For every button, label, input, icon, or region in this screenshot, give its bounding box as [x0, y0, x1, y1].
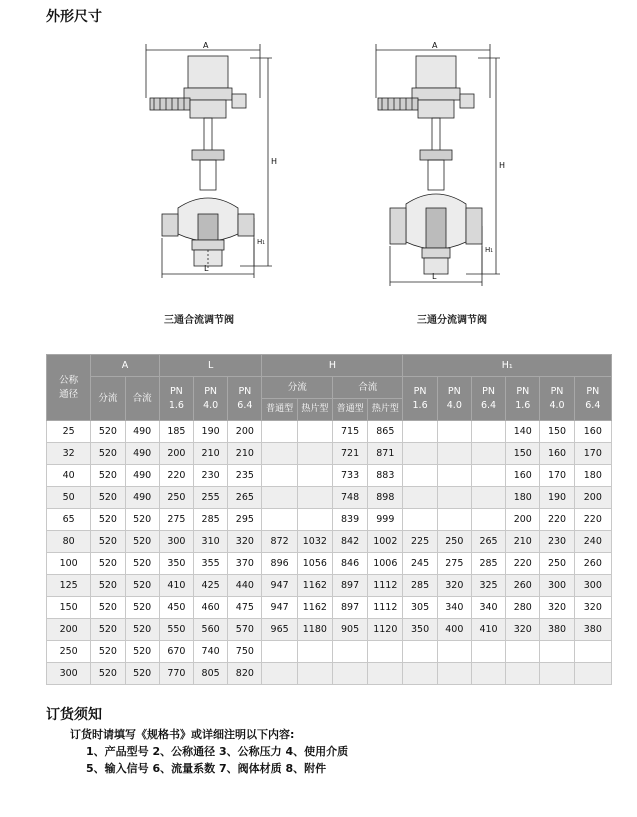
table-cell: 520	[91, 553, 125, 575]
table-row	[47, 575, 612, 597]
table-cell: 715	[332, 421, 367, 443]
table-cell: 200	[47, 619, 91, 641]
header-group-A: A	[91, 355, 159, 377]
table-cell: 150	[47, 597, 91, 619]
table-cell	[332, 663, 367, 685]
table-cell: 240	[574, 531, 611, 553]
header-group-L: L	[159, 355, 262, 377]
dim-label-L: L	[204, 264, 209, 273]
table-cell: 50	[47, 487, 91, 509]
split-valve-drawing	[366, 38, 506, 288]
table-cell: 230	[194, 465, 228, 487]
table-cell: 140	[506, 421, 540, 443]
table-cell: 80	[47, 531, 91, 553]
table-cell: 280	[506, 597, 540, 619]
table-cell: 320	[437, 575, 471, 597]
table-cell: 185	[159, 421, 193, 443]
dimensions-table	[46, 354, 612, 685]
table-cell	[471, 443, 505, 465]
header-L-pn16: PN 1.6	[159, 377, 193, 421]
header-H-merge-normal: 普通型	[332, 399, 367, 421]
table-cell: 560	[194, 619, 228, 641]
table-cell: 490	[125, 487, 159, 509]
table-cell: 842	[332, 531, 367, 553]
table-cell: 520	[91, 421, 125, 443]
table-cell	[262, 443, 297, 465]
table-cell: 160	[506, 465, 540, 487]
table-cell	[403, 663, 437, 685]
table-row	[47, 641, 612, 663]
table-cell: 1112	[368, 597, 403, 619]
table-cell: 200	[574, 487, 611, 509]
table-cell: 300	[574, 575, 611, 597]
dim-label-H1: H₁	[257, 238, 266, 246]
dim-label-L: L	[432, 272, 437, 281]
table-cell	[506, 663, 540, 685]
table-cell: 305	[403, 597, 437, 619]
table-cell: 350	[403, 619, 437, 641]
table-cell: 200	[228, 421, 262, 443]
table-cell: 520	[125, 641, 159, 663]
table-cell	[262, 487, 297, 509]
table-cell: 295	[228, 509, 262, 531]
table-cell: 520	[91, 663, 125, 685]
table-cell	[437, 421, 471, 443]
table-row	[47, 597, 612, 619]
table-cell: 300	[540, 575, 574, 597]
table-cell: 250	[159, 487, 193, 509]
table-cell	[297, 443, 332, 465]
table-cell	[471, 509, 505, 531]
table-cell: 210	[194, 443, 228, 465]
table-cell	[574, 663, 611, 685]
table-cell: 265	[471, 531, 505, 553]
table-cell	[506, 641, 540, 663]
table-row	[47, 531, 612, 553]
dim-label-H: H	[271, 157, 278, 166]
table-cell: 947	[262, 575, 297, 597]
header-H1-pn40-b: PN 4.0	[540, 377, 574, 421]
table-cell: 905	[332, 619, 367, 641]
table-cell: 520	[91, 575, 125, 597]
table-cell: 350	[159, 553, 193, 575]
table-cell: 1032	[297, 531, 332, 553]
table-cell	[540, 641, 574, 663]
table-cell: 490	[125, 465, 159, 487]
table-cell: 150	[506, 443, 540, 465]
table-cell	[262, 509, 297, 531]
table-cell	[297, 421, 332, 443]
table-cell: 896	[262, 553, 297, 575]
table-cell: 275	[159, 509, 193, 531]
table-cell	[471, 487, 505, 509]
table-cell: 190	[540, 487, 574, 509]
table-cell: 210	[506, 531, 540, 553]
table-row	[47, 465, 612, 487]
table-cell: 1162	[297, 597, 332, 619]
header-L-pn40: PN 4.0	[194, 377, 228, 421]
table-cell	[403, 465, 437, 487]
table-cell: 839	[332, 509, 367, 531]
header-A-split: 分流	[91, 377, 125, 421]
table-cell: 25	[47, 421, 91, 443]
table-cell: 370	[228, 553, 262, 575]
table-cell: 200	[159, 443, 193, 465]
table-cell: 410	[159, 575, 193, 597]
table-cell: 220	[506, 553, 540, 575]
table-cell: 897	[332, 597, 367, 619]
table-cell: 380	[574, 619, 611, 641]
table-cell: 520	[125, 531, 159, 553]
table-cell: 285	[194, 509, 228, 531]
table-cell: 520	[125, 663, 159, 685]
table-cell: 355	[194, 553, 228, 575]
table-cell: 450	[159, 597, 193, 619]
table-cell: 490	[125, 421, 159, 443]
table-cell: 750	[228, 641, 262, 663]
header-H1-pn64-b: PN 6.4	[574, 377, 611, 421]
table-cell: 999	[368, 509, 403, 531]
table-cell: 520	[91, 531, 125, 553]
order-line-items-1: 1、产品型号 2、公称通径 3、公称压力 4、使用介质	[86, 745, 349, 758]
header-H1-pn64-a: PN 6.4	[471, 377, 505, 421]
table-cell: 1002	[368, 531, 403, 553]
table-cell: 865	[368, 421, 403, 443]
table-row	[47, 663, 612, 685]
section-title-ordering: 订货须知	[46, 707, 102, 723]
table-cell: 32	[47, 443, 91, 465]
table-cell	[403, 443, 437, 465]
table-cell	[437, 487, 471, 509]
table-cell: 733	[332, 465, 367, 487]
table-cell: 520	[125, 553, 159, 575]
table-cell	[437, 465, 471, 487]
table-cell	[403, 509, 437, 531]
table-cell: 380	[540, 619, 574, 641]
table-cell: 235	[228, 465, 262, 487]
table-row	[47, 421, 612, 443]
header-H1-pn16-a: PN 1.6	[403, 377, 437, 421]
table-cell: 1180	[297, 619, 332, 641]
order-line-intro: 订货时请填写《规格书》或详细注明以下内容:	[70, 728, 295, 741]
table-cell: 320	[574, 597, 611, 619]
table-cell	[297, 487, 332, 509]
table-row	[47, 443, 612, 465]
table-cell: 180	[574, 465, 611, 487]
table-cell: 871	[368, 443, 403, 465]
table-cell: 520	[91, 443, 125, 465]
table-cell: 520	[91, 641, 125, 663]
table-cell: 220	[574, 509, 611, 531]
ordering-instructions	[70, 726, 348, 777]
table-cell	[471, 663, 505, 685]
dim-label-A: A	[203, 41, 209, 50]
header-H1-pn16-b: PN 1.6	[506, 377, 540, 421]
table-cell: 225	[403, 531, 437, 553]
table-cell: 340	[471, 597, 505, 619]
table-cell: 220	[540, 509, 574, 531]
table-cell: 748	[332, 487, 367, 509]
table-cell: 965	[262, 619, 297, 641]
table-cell	[403, 641, 437, 663]
header-H1-pn40-a: PN 4.0	[437, 377, 471, 421]
table-cell	[368, 663, 403, 685]
header-L-pn64: PN 6.4	[228, 377, 262, 421]
table-cell: 220	[159, 465, 193, 487]
table-cell	[403, 421, 437, 443]
table-cell: 170	[574, 443, 611, 465]
table-cell	[368, 641, 403, 663]
table-cell	[262, 641, 297, 663]
table-cell	[332, 641, 367, 663]
table-cell: 550	[159, 619, 193, 641]
table-cell: 410	[471, 619, 505, 641]
table-cell	[297, 465, 332, 487]
table-cell: 250	[437, 531, 471, 553]
table-cell: 250	[47, 641, 91, 663]
header-H-merge-heat: 热片型	[368, 399, 403, 421]
table-cell	[403, 487, 437, 509]
table-cell: 490	[125, 443, 159, 465]
header-A-merge: 合流	[125, 377, 159, 421]
table-cell: 340	[437, 597, 471, 619]
table-cell	[574, 641, 611, 663]
table-cell: 170	[540, 465, 574, 487]
dim-label-H1: H₁	[485, 246, 494, 254]
table-cell: 160	[574, 421, 611, 443]
table-cell: 40	[47, 465, 91, 487]
dim-label-A: A	[432, 41, 438, 50]
dimensions-table-body	[47, 421, 612, 685]
table-cell: 846	[332, 553, 367, 575]
merge-valve-drawing	[140, 38, 280, 288]
table-cell: 230	[540, 531, 574, 553]
table-cell: 425	[194, 575, 228, 597]
merge-valve-caption: 三通合流调节阀	[164, 315, 234, 326]
table-cell: 1162	[297, 575, 332, 597]
table-cell: 310	[194, 531, 228, 553]
table-cell: 300	[47, 663, 91, 685]
table-cell	[262, 421, 297, 443]
table-cell: 285	[403, 575, 437, 597]
table-cell: 721	[332, 443, 367, 465]
table-cell	[297, 641, 332, 663]
table-cell: 245	[403, 553, 437, 575]
table-cell: 300	[159, 531, 193, 553]
table-cell: 65	[47, 509, 91, 531]
table-cell: 805	[194, 663, 228, 685]
table-cell: 260	[506, 575, 540, 597]
order-line-items-2: 5、输入信号 6、流量系数 7、阀体材质 8、附件	[86, 762, 327, 775]
table-cell	[437, 443, 471, 465]
table-cell: 400	[437, 619, 471, 641]
header-group-H1: H₁	[403, 355, 612, 377]
table-row	[47, 487, 612, 509]
header-H-split: 分流	[262, 377, 332, 399]
table-cell	[297, 663, 332, 685]
table-cell: 520	[125, 597, 159, 619]
table-row	[47, 509, 612, 531]
table-cell: 320	[228, 531, 262, 553]
table-cell	[540, 663, 574, 685]
table-cell: 125	[47, 575, 91, 597]
header-nominal-diameter: 公称 通径	[47, 355, 91, 421]
table-cell: 520	[125, 619, 159, 641]
table-cell: 898	[368, 487, 403, 509]
split-valve-caption: 三通分流调节阀	[417, 315, 487, 326]
table-cell	[471, 465, 505, 487]
table-cell: 160	[540, 443, 574, 465]
table-cell: 190	[194, 421, 228, 443]
table-cell	[262, 465, 297, 487]
header-H-merge: 合流	[332, 377, 403, 399]
table-cell: 475	[228, 597, 262, 619]
table-cell	[471, 421, 505, 443]
table-cell: 285	[471, 553, 505, 575]
table-cell: 520	[91, 487, 125, 509]
table-cell: 883	[368, 465, 403, 487]
table-cell: 440	[228, 575, 262, 597]
table-cell: 740	[194, 641, 228, 663]
table-cell	[297, 509, 332, 531]
table-cell: 200	[506, 509, 540, 531]
table-cell: 520	[91, 465, 125, 487]
table-cell: 275	[437, 553, 471, 575]
table-cell	[437, 509, 471, 531]
table-cell: 250	[540, 553, 574, 575]
table-cell: 520	[91, 597, 125, 619]
dim-label-H: H	[499, 161, 506, 170]
table-cell: 260	[574, 553, 611, 575]
table-cell: 325	[471, 575, 505, 597]
table-row	[47, 553, 612, 575]
table-cell: 520	[91, 509, 125, 531]
table-cell: 1006	[368, 553, 403, 575]
table-cell: 1056	[297, 553, 332, 575]
table-cell: 210	[228, 443, 262, 465]
table-cell: 180	[506, 487, 540, 509]
table-cell	[437, 641, 471, 663]
section-title-dimensions: 外形尺寸	[46, 9, 102, 25]
table-cell: 820	[228, 663, 262, 685]
table-cell: 520	[125, 575, 159, 597]
table-cell: 150	[540, 421, 574, 443]
table-cell: 872	[262, 531, 297, 553]
table-cell: 320	[506, 619, 540, 641]
table-cell: 947	[262, 597, 297, 619]
header-group-H: H	[262, 355, 403, 377]
table-cell: 570	[228, 619, 262, 641]
header-H-split-heat: 热片型	[297, 399, 332, 421]
table-cell: 670	[159, 641, 193, 663]
table-cell	[262, 663, 297, 685]
table-cell: 460	[194, 597, 228, 619]
table-cell: 770	[159, 663, 193, 685]
table-cell: 100	[47, 553, 91, 575]
table-cell	[437, 663, 471, 685]
table-cell: 520	[91, 619, 125, 641]
table-cell: 255	[194, 487, 228, 509]
table-cell: 1120	[368, 619, 403, 641]
table-cell: 265	[228, 487, 262, 509]
header-H-split-normal: 普通型	[262, 399, 297, 421]
table-cell	[471, 641, 505, 663]
table-cell: 897	[332, 575, 367, 597]
table-row	[47, 619, 612, 641]
table-cell: 520	[125, 509, 159, 531]
table-cell: 320	[540, 597, 574, 619]
table-cell: 1112	[368, 575, 403, 597]
